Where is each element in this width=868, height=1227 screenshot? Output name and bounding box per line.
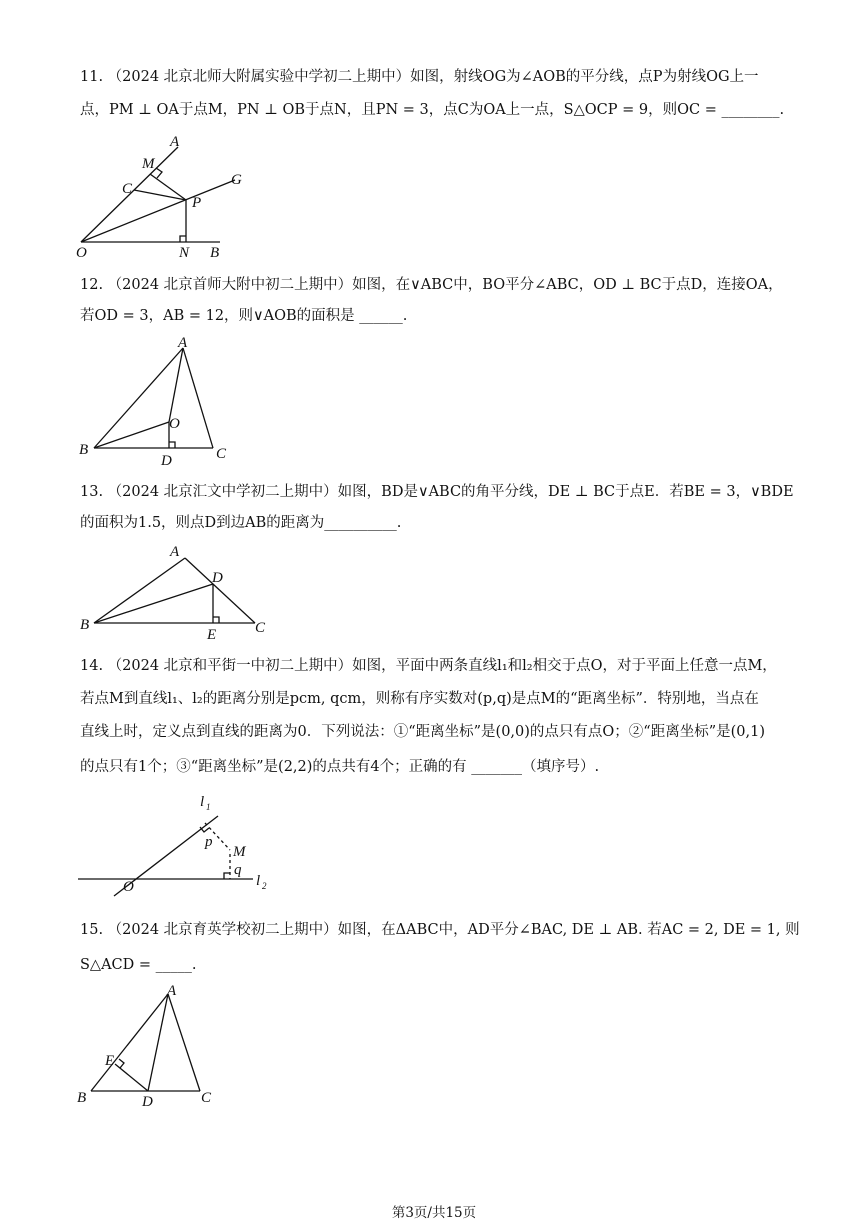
segment-bd (94, 584, 213, 623)
label-d: D (142, 1094, 153, 1110)
segment-ad (148, 994, 168, 1091)
label-o: O (76, 245, 87, 260)
ray-og (81, 180, 235, 242)
right-angle-e (213, 617, 219, 623)
side-ac (183, 348, 213, 448)
q15-figure (70, 980, 230, 1110)
label-m: M (233, 844, 246, 860)
q15-line2: S△ACD = _____. (80, 957, 197, 973)
label-b: B (79, 442, 89, 458)
side-ac (168, 994, 200, 1091)
q12-figure (70, 330, 245, 465)
label-c: C (201, 1090, 212, 1106)
q12-line2: 若OD = 3，AB = 12，则∨AOB的面积是 ______. (80, 308, 408, 324)
label-n: N (179, 245, 190, 260)
q14-line3: 直线上时，定义点到直线的距离为0．下列说法：①“距离坐标”是(0,0)的点只有点O；②“距离坐标”是(0,1) (80, 724, 766, 740)
label-p: P (192, 195, 202, 211)
label-l2-sub: 2 (262, 881, 267, 891)
label-a: A (170, 544, 180, 560)
right-angle-n (180, 236, 186, 242)
side-ab (94, 558, 185, 623)
right-angle-m (156, 168, 162, 178)
label-l2: l (256, 873, 261, 889)
label-c: C (216, 446, 227, 462)
q14-figure (70, 790, 280, 900)
q11-line1: 11. （2024 北京北师大附属实验中学初二上期中）如图，射线OG为∠AOB的平分线，点P为射线OG上一 (80, 69, 759, 85)
label-d: D (212, 570, 223, 586)
label-c: C (122, 181, 133, 197)
q14-line1: 14. （2024 北京和平街一中初二上期中）如图，平面中两条直线l₁和l₂相交于点O，对于平面上任意一点M， (80, 658, 777, 674)
label-b: B (77, 1090, 87, 1106)
page-footer: 第3页/共15页 (391, 1205, 477, 1221)
label-a: A (167, 983, 177, 999)
label-o: O (169, 416, 180, 432)
segment-oa (169, 348, 183, 422)
label-b: B (210, 245, 220, 260)
right-angle-d (169, 442, 175, 448)
segment-de (115, 1064, 148, 1091)
label-g: G (231, 172, 242, 188)
label-l1-sub: 1 (206, 802, 211, 812)
q12-line1: 12. （2024 北京首师大附中初二上期中）如图，在∨ABC中，BO平分∠ABC，OD ⊥ BC于点D，连接OA， (80, 277, 783, 293)
right-angle-q (224, 873, 230, 879)
label-q: q (234, 862, 242, 878)
q11-figure (70, 130, 260, 260)
label-m: M (142, 156, 155, 172)
q15-line1: 15. （2024 北京育英学校初二上期中）如图，在ΔABC中，AD平分∠BAC, DE ⊥ AB. 若AC = 2, DE = 1, 则 (80, 922, 800, 938)
label-o: O (123, 879, 134, 895)
label-d: D (161, 453, 172, 465)
q14-line2: 若点M到直线l₁、l₂的距离分别是pcm, qcm，则称有序实数对(p,q)是点M的“距离坐标”．特别地，当点在 (80, 691, 759, 707)
side-ac (185, 558, 255, 623)
label-e: E (207, 627, 217, 640)
q13-figure (70, 540, 275, 640)
q13-line1: 13. （2024 北京汇文中学初二上期中）如图，BD是∨ABC的角平分线，DE ⊥ BC于点E．若BE = 3，∨BDE (80, 484, 794, 500)
q11-line2: 点，PM ⊥ OA于点M，PN ⊥ OB于点N，且PN = 3，点C为OA上一点，S△OCP = 9，则OC = ________. (80, 102, 785, 118)
label-e: E (105, 1053, 115, 1069)
label-l1: l (200, 794, 205, 810)
label-p: p (205, 834, 213, 850)
label-b: B (80, 617, 90, 633)
label-a: A (178, 335, 188, 351)
q14-line4: 的点只有1个；③“距离坐标”是(2,2)的点共有4个；正确的有 _______（填序号）. (80, 759, 600, 775)
q13-line2: 的面积为1.5，则点D到边AB的距离为__________. (80, 515, 402, 531)
right-angle-e (119, 1059, 124, 1068)
label-c: C (255, 620, 266, 636)
label-a: A (170, 134, 180, 150)
right-angle-p (200, 827, 209, 832)
